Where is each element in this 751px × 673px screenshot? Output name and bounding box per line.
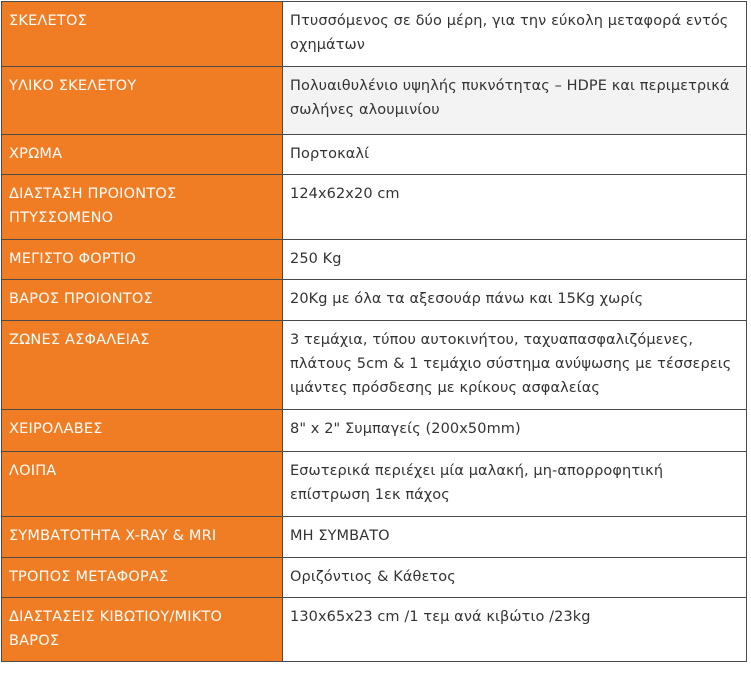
spec-value: Πολυαιθυλένιο υψηλής πυκνότητας – HDPE και περιμετρικά σωλήνες αλουμινίου xyxy=(283,67,747,135)
table-row xyxy=(2,280,747,321)
spec-label: ΛΟΙΠΑ xyxy=(2,452,283,517)
spec-label: ΒΑΡΟΣ ΠΡΟΙΟΝΤΟΣ xyxy=(2,280,283,321)
spec-value: ΜΗ ΣΥΜΒΑΤΟ xyxy=(283,517,747,558)
spec-value: Πτυσσόμενος σε δύο μέρη, για την εύκολη μεταφορά εντός οχημάτων xyxy=(283,2,747,67)
spec-value: 8" x 2" Συμπαγείς (200x50mm) xyxy=(283,410,747,452)
table-row xyxy=(2,558,747,598)
spec-label: ΖΩΝΕΣ ΑΣΦΑΛΕΙΑΣ xyxy=(2,321,283,410)
spec-label: ΧΕΙΡΟΛΑΒΕΣ xyxy=(2,410,283,452)
spec-value: 130x65x23 cm /1 τεμ ανά κιβώτιο /23kg xyxy=(283,598,747,662)
spec-label: ΜΕΓΙΣΤΟ ΦΟΡΤΙΟ xyxy=(2,240,283,280)
spec-value: Πορτοκαλί xyxy=(283,135,747,175)
table-row xyxy=(2,452,747,517)
spec-label: ΣΥΜΒΑΤΟΤΗΤΑ X-RAY & MRI xyxy=(2,517,283,558)
spec-label: ΣΚΕΛΕΤΟΣ xyxy=(2,2,283,67)
spec-table xyxy=(1,1,747,662)
table-row xyxy=(2,321,747,410)
spec-label: ΤΡΟΠΟΣ ΜΕΤΑΦΟΡΑΣ xyxy=(2,558,283,598)
spec-value: 250 Kg xyxy=(283,240,747,280)
spec-label: ΧΡΩΜΑ xyxy=(2,135,283,175)
spec-value: Εσωτερικά περιέχει μία μαλακή, μη-απορροφητική επίστρωση 1εκ πάχος xyxy=(283,452,747,517)
table-row xyxy=(2,410,747,452)
spec-label: ΥΛΙΚΟ ΣΚΕΛΕΤΟΥ xyxy=(2,67,283,135)
table-row xyxy=(2,67,747,135)
spec-value: 3 τεμάχια, τύπου αυτοκινήτου, ταχυαπασφαλιζόμενες, πλάτους 5cm & 1 τεμάχιο σύστημα ανύψωσης με τέσσερεις ιμάντες πρόσδεσης με κρίκους ασφαλείας xyxy=(283,321,747,410)
table-row xyxy=(2,135,747,175)
spec-label: ΔΙΑΣΤΑΣΕΙΣ ΚΙΒΩΤΙΟΥ/ΜΙΚΤΟ ΒΑΡΟΣ xyxy=(2,598,283,662)
spec-value: Οριζόντιος & Κάθετος xyxy=(283,558,747,598)
spec-label: ΔΙΑΣΤΑΣΗ ΠΡΟΙΟΝΤΟΣ ΠΤΥΣΣΟΜΕΝΟ xyxy=(2,175,283,240)
table-row xyxy=(2,517,747,558)
table-row xyxy=(2,240,747,280)
table-row xyxy=(2,2,747,67)
spec-value: 20Kg με όλα τα αξεσουάρ πάνω και 15Kg χωρίς xyxy=(283,280,747,321)
table-row xyxy=(2,598,747,662)
table-row xyxy=(2,175,747,240)
spec-value: 124x62x20 cm xyxy=(283,175,747,240)
